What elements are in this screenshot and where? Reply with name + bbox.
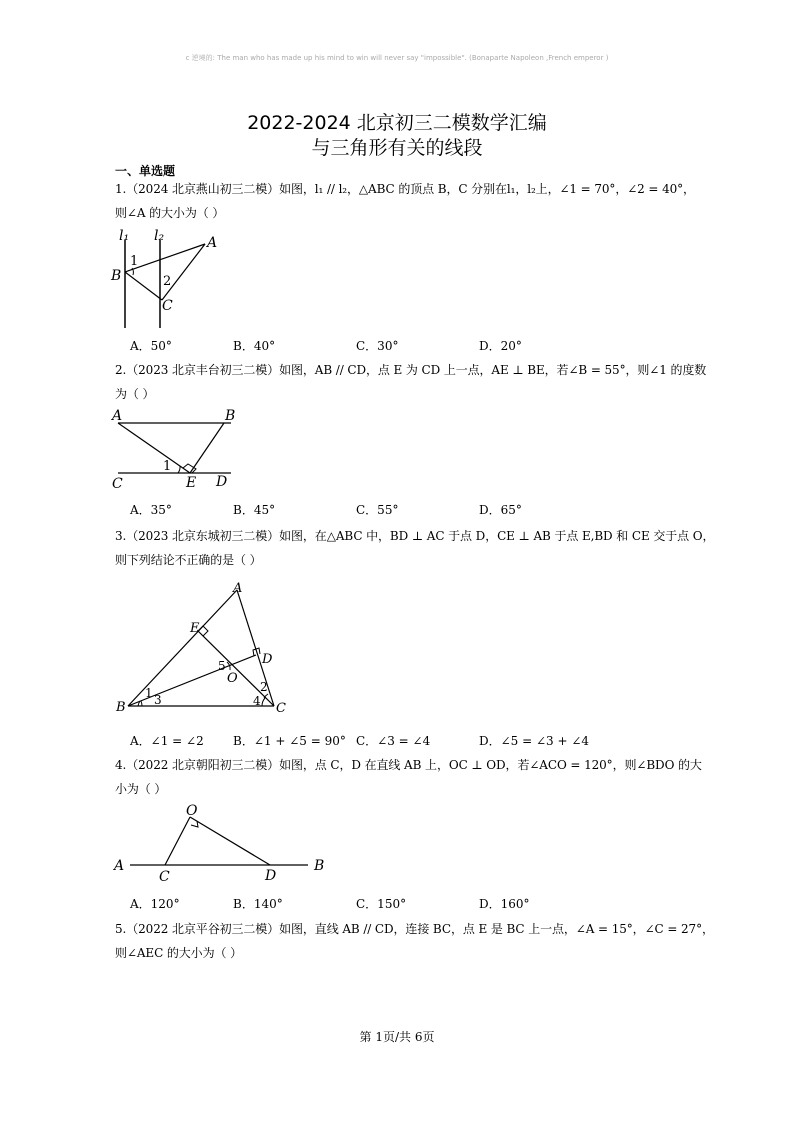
q1-label-B: B xyxy=(111,268,122,284)
q3-option-b[interactable]: B．∠1 + ∠5 = 90° xyxy=(233,734,346,748)
q4-option-d[interactable]: D．160° xyxy=(479,897,530,911)
q1-label-A: A xyxy=(207,235,218,251)
q2-option-b[interactable]: B．45° xyxy=(233,503,276,517)
q2-option-a[interactable]: A．35° xyxy=(130,503,172,517)
q4-label-B: B xyxy=(314,858,325,874)
page-footer: 第 1页/共 6页 xyxy=(359,1030,435,1044)
q1-label-l2: l₂ xyxy=(154,228,165,244)
q3-label-D: D xyxy=(262,652,273,667)
q4-label-O: O xyxy=(186,803,198,819)
q4-option-a[interactable]: A．120° xyxy=(130,897,180,911)
q1-option-d[interactable]: D．20° xyxy=(479,339,522,353)
q2-label-E: E xyxy=(186,475,197,491)
q4-label-C: C xyxy=(159,869,170,885)
q2-label-angle1: 1 xyxy=(163,459,172,474)
q3-text-line1: 3.（2023 北京东城初三二模）如图，在△ABC 中，BD ⊥ AC 于点 D，CE ⊥ AB 于点 E,BD 和 CE 交于点 O， xyxy=(115,529,715,543)
q2-label-D: D xyxy=(216,474,228,490)
q3-option-c[interactable]: C．∠3 = ∠4 xyxy=(356,734,431,748)
q3-label-A: A xyxy=(233,581,243,596)
q3-figure xyxy=(110,578,295,718)
q3-label-B: B xyxy=(116,700,126,715)
q3-option-d[interactable]: D．∠5 = ∠3 + ∠4 xyxy=(479,734,590,748)
page-title: 2022-2024 北京初三二模数学汇编 xyxy=(247,112,547,134)
q4-option-c[interactable]: C．150° xyxy=(356,897,407,911)
q1-text-line2: 则∠A 的大小为（ ） xyxy=(115,206,225,220)
q2-text-line2: 为（ ） xyxy=(115,387,155,401)
q2-option-c[interactable]: C．55° xyxy=(356,503,399,517)
q3-label-E: E xyxy=(190,621,200,636)
q1-option-a[interactable]: A．50° xyxy=(130,339,172,353)
q1-label-angle2: 2 xyxy=(163,274,172,289)
q3-text-line2: 则下列结论不正确的是（ ） xyxy=(115,553,262,567)
q3-label-angle4: 4 xyxy=(253,694,261,708)
q3-label-O: O xyxy=(227,671,238,686)
q5-text-line1: 5.（2022 北京平谷初三二模）如图，直线 AB // CD，连接 BC，点 E 是 BC 上一点，∠A = 15°，∠C = 27°， xyxy=(115,922,714,936)
q3-label-angle1: 1 xyxy=(145,686,153,700)
q1-label-l1: l₁ xyxy=(119,228,130,244)
q1-label-angle1: 1 xyxy=(130,254,139,269)
q3-label-angle3: 3 xyxy=(154,693,162,707)
q4-text-line2: 小为（ ） xyxy=(115,782,167,796)
q4-option-b[interactable]: B．140° xyxy=(233,897,283,911)
q1-text-line1: 1.（2024 北京燕山初三二模）如图，l₁ // l₂，△ABC 的顶点 B，C 分别在l₁，l₂上，∠1 = 70°，∠2 = 40°， xyxy=(115,182,695,196)
q1-option-c[interactable]: C．30° xyxy=(356,339,399,353)
q2-label-B: B xyxy=(225,408,236,424)
q2-text-line1: 2.（2023 北京丰台初三二模）如图，AB // CD，点 E 为 CD 上一点，AE ⊥ BE，若∠B = 55°，则∠1 的度数 xyxy=(115,363,707,377)
q1-option-b[interactable]: B．40° xyxy=(233,339,276,353)
q3-label-angle2: 2 xyxy=(260,680,268,694)
q4-label-D: D xyxy=(265,868,277,884)
q3-option-a[interactable]: A．∠1 = ∠2 xyxy=(130,734,204,748)
q1-figure xyxy=(105,228,220,330)
q2-option-d[interactable]: D．65° xyxy=(479,503,522,517)
q4-label-A: A xyxy=(114,858,125,874)
section-heading: 一、单选题 xyxy=(115,164,176,178)
q1-label-C: C xyxy=(162,298,173,314)
page-subtitle: 与三角形有关的线段 xyxy=(311,137,483,159)
q5-text-line2: 则∠AEC 的大小为（ ） xyxy=(115,946,242,960)
q2-label-A: A xyxy=(112,408,123,424)
q3-label-C: C xyxy=(276,701,286,716)
q4-text-line1: 4.（2022 北京朝阳初三二模）如图，点 C，D 在直线 AB 上，OC ⊥ OD，若∠ACO = 120°，则∠BDO 的大 xyxy=(115,758,702,772)
q3-label-angle5: 5 xyxy=(218,659,226,673)
q2-figure xyxy=(108,405,243,493)
watermark: c 逆境的: The man who has made up his mind to win will never say "impossible". (Bonaparte Napoleon ,French emperor ) xyxy=(185,54,609,62)
q2-label-C: C xyxy=(112,476,123,492)
q4-figure xyxy=(110,800,330,885)
